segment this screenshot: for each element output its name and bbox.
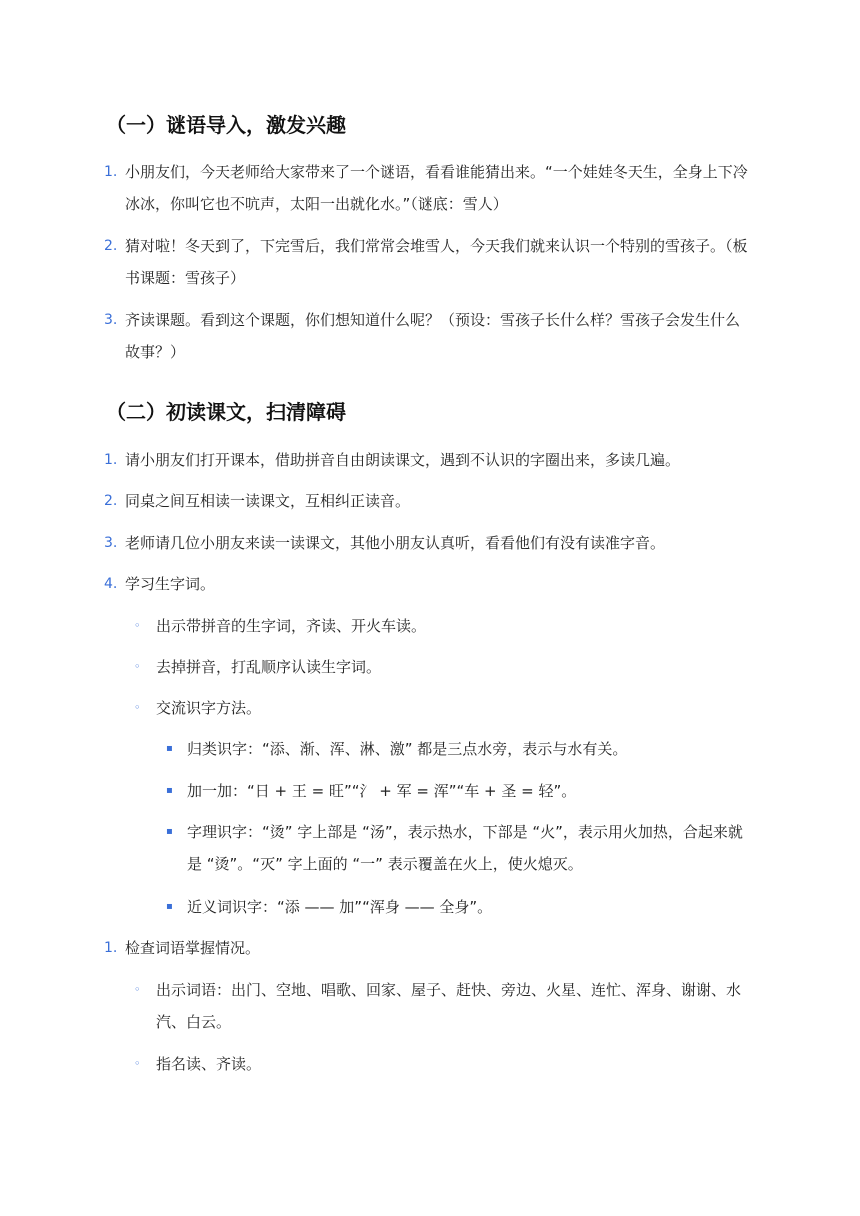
list-number: 3. xyxy=(104,535,118,551)
list-number: 2. xyxy=(104,238,118,254)
list-bullet: ▪ xyxy=(166,901,173,912)
list-item: 加一加：“日 + 王 = 旺”“氵 + 军 = 浑”“车 + 圣 = 轻”。 xyxy=(187,782,577,800)
list-bullet: ◦ xyxy=(134,983,141,996)
list-item: 归类识字：“添、渐、浑、淋、激” 都是三点水旁，表示与水有关。 xyxy=(187,740,628,758)
list-item: 指名读、齐读。 xyxy=(156,1055,262,1073)
section-heading: （二）初读课文，扫清障碍 xyxy=(106,400,346,424)
list-item: 去掉拼音，打乱顺序认读生字词。 xyxy=(156,658,382,676)
list-bullet: ◦ xyxy=(134,660,141,673)
list-number: 1. xyxy=(104,164,118,180)
list-item: 齐读课题。看到这个课题，你们想知道什么呢？（预设：雪孩子长什么样？雪孩子会发生什么故事？） xyxy=(125,311,741,361)
list-item: 老师请几位小朋友来读一读课文，其他小朋友认真听，看看他们有没有读准字音。 xyxy=(125,534,666,552)
list-bullet: ◦ xyxy=(134,619,141,632)
list-bullet: ▪ xyxy=(166,743,173,754)
list-bullet: ▪ xyxy=(166,826,173,837)
list-bullet: ▪ xyxy=(166,785,173,796)
list-number: 4. xyxy=(104,576,118,592)
list-item: 出示带拼音的生字词，齐读、开火车读。 xyxy=(156,617,427,635)
list-item: 出示词语：出门、空地、唱歌、回家、屋子、赶快、旁边、火星、连忙、浑身、谢谢、水汽、白云。 xyxy=(156,981,742,1031)
list-item: 检查词语掌握情况。 xyxy=(125,939,261,957)
list-number: 3. xyxy=(104,312,118,328)
list-number: 1. xyxy=(104,940,118,956)
list-item: 字理识字：“烫” 字上部是 “汤”，表示热水，下部是 “火”，表示用火加热，合起来就是 “烫”。“灭” 字上面的 “一” 表示覆盖在火上，使火熄灭。 xyxy=(187,823,743,873)
list-bullet: ◦ xyxy=(134,1057,141,1070)
list-item: 近义词识字：“添 —— 加”“浑身 —— 全身”。 xyxy=(187,898,493,916)
section-heading: （一）谜语导入，激发兴趣 xyxy=(106,113,346,137)
list-number: 2. xyxy=(104,493,118,509)
list-item: 小朋友们，今天老师给大家带来了一个谜语，看看谁能猜出来。“一个娃娃冬天生，全身上下冷冰冰，你叫它也不吭声，太阳一出就化水。”（谜底：雪人） xyxy=(125,163,748,213)
list-item: 同桌之间互相读一读课文，互相纠正读音。 xyxy=(125,492,411,510)
list-item: 学习生字词。 xyxy=(125,575,216,593)
list-item: 请小朋友们打开课本，借助拼音自由朗读课文，遇到不认识的字圈出来，多读几遍。 xyxy=(125,451,681,469)
list-item: 交流识字方法。 xyxy=(156,699,262,717)
list-number: 1. xyxy=(104,452,118,468)
list-item: 猜对啦！冬天到了，下完雪后，我们常常会堆雪人，今天我们就来认识一个特别的雪孩子。（板书课题：雪孩子） xyxy=(125,237,748,287)
list-bullet: ◦ xyxy=(134,701,141,714)
